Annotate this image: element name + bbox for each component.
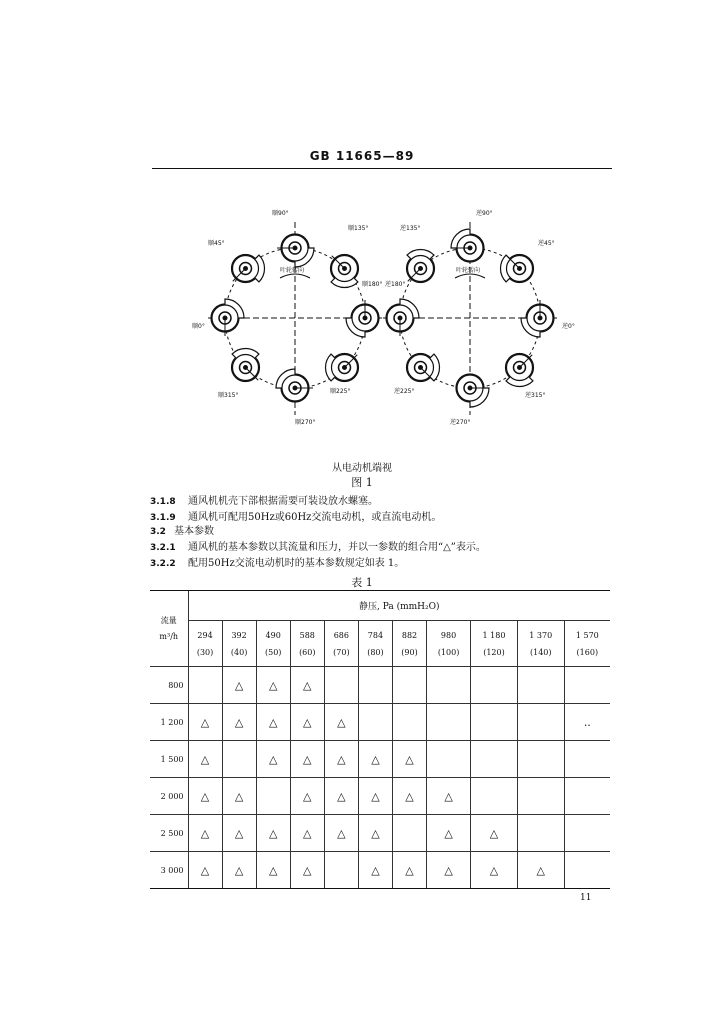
parameter-cell: △ (222, 852, 256, 889)
paragraph-3-2-2 (150, 554, 404, 569)
header-rule (152, 168, 612, 169)
clause-text: 通风机可配用50Hz或60Hz交流电动机，或直流电动机。 (188, 512, 442, 523)
fan-housing-right-180 (386, 299, 419, 336)
pressure-column-header (188, 621, 222, 667)
parameter-cell (471, 667, 518, 704)
label-right-180: 逆180° (385, 281, 406, 288)
parameter-cell: △ (222, 667, 256, 704)
parameter-cell: △ (427, 778, 471, 815)
pressure-mmh2o: (90) (401, 647, 418, 657)
pressure-column-header (324, 621, 358, 667)
pressure-column-header (427, 621, 471, 667)
fan-housing-right-0 (521, 300, 554, 337)
pressure-pa: 882 (401, 630, 418, 640)
pressure-mmh2o: (60) (299, 647, 316, 657)
label-left-0: 顺0° (192, 323, 205, 330)
parameter-cell (517, 741, 564, 778)
pressure-values-row (150, 621, 610, 667)
flow-value: 2 000 (150, 778, 188, 815)
pressure-pa: 392 (231, 630, 247, 640)
parameter-cell: △ (188, 704, 222, 741)
pressure-mmh2o: (50) (264, 647, 282, 657)
parameter-cell (324, 667, 358, 704)
pressure-mmh2o: (70) (333, 647, 350, 657)
parameter-cell (427, 741, 471, 778)
pressure-column-header (564, 621, 610, 667)
table-row (150, 667, 610, 704)
parameter-cell (517, 778, 564, 815)
label-left-45: 顺45° (208, 240, 225, 247)
pressure-column-header (222, 621, 256, 667)
parameter-cell: △ (392, 852, 426, 889)
parameter-cell (471, 741, 518, 778)
pressure-column-header (358, 621, 392, 667)
parameter-cell (564, 741, 610, 778)
row-header (150, 591, 188, 667)
figure-caption: 图 1 (351, 476, 373, 489)
pressure-header: 静压, Pa (mmH₂O) (188, 591, 610, 621)
flow-value: 1 500 (150, 741, 188, 778)
parameter-cell: △ (290, 778, 324, 815)
parameter-cell: △ (427, 815, 471, 852)
fan-housing-left-90 (277, 234, 314, 267)
parameter-cell: △ (358, 778, 392, 815)
parameter-cell: .. (564, 704, 610, 741)
fan-housing-left-315 (318, 344, 365, 391)
table-row (150, 778, 610, 815)
parameter-cell: △ (290, 741, 324, 778)
fan-housing-right-45 (493, 245, 540, 292)
flow-value: 3 000 (150, 852, 188, 889)
parameter-cell: △ (222, 778, 256, 815)
pressure-pa: 294 (197, 630, 213, 640)
parameter-cell: △ (324, 741, 358, 778)
flow-value: 2 500 (150, 815, 188, 852)
parameter-table (150, 590, 610, 889)
fan-housing-right-225 (401, 344, 448, 391)
pressure-pa: 1 570 (575, 630, 599, 640)
fan-housing-left-0 (346, 300, 379, 337)
parameter-cell (358, 704, 392, 741)
parameter-cell (564, 852, 610, 889)
parameter-cell: △ (290, 667, 324, 704)
parameter-cell: △ (358, 741, 392, 778)
pressure-column-header (256, 621, 290, 667)
parameter-cell: △ (517, 852, 564, 889)
parameter-cell: △ (222, 704, 256, 741)
figure-subcaption: 从电动机端视 (332, 463, 392, 474)
parameter-cell (564, 778, 610, 815)
flow-value: 800 (150, 667, 188, 704)
parameter-cell: △ (392, 778, 426, 815)
parameter-cell: △ (290, 852, 324, 889)
paragraph-3-1-9 (150, 508, 441, 523)
parameter-cell: △ (256, 815, 290, 852)
parameter-cell: △ (290, 704, 324, 741)
label-right-270: 逆270° (450, 419, 471, 426)
parameter-cell: △ (324, 815, 358, 852)
label-right-225: 逆225° (394, 388, 415, 395)
parameter-cell (517, 704, 564, 741)
pressure-pa: 980 (440, 630, 457, 640)
pressure-mmh2o: (30) (196, 647, 214, 657)
pressure-pa: 490 (265, 630, 281, 640)
parameter-cell: △ (324, 778, 358, 815)
label-right-rotation: 叶轮转向 (456, 267, 481, 274)
fan-housing-left-270 (276, 369, 313, 402)
parameter-cell: △ (256, 741, 290, 778)
pressure-pa: 588 (299, 630, 315, 640)
row-header-unit: m³/h (159, 631, 179, 641)
label-left-180: 顺180° (362, 281, 383, 288)
pressure-column-header (471, 621, 518, 667)
clause-text: 配用50Hz交流电动机时的基本参数规定如表 1。 (188, 558, 405, 569)
pressure-column-header (392, 621, 426, 667)
parameter-cell (392, 704, 426, 741)
flow-value: 1 200 (150, 704, 188, 741)
parameter-cell (427, 667, 471, 704)
paragraph-3-2-1 (150, 538, 486, 553)
fan-housing-left-45 (321, 249, 368, 296)
label-right-0: 逆0° (562, 323, 575, 330)
parameter-cell: △ (358, 815, 392, 852)
paragraph-3-1-8 (150, 492, 378, 507)
parameter-cell: △ (188, 852, 222, 889)
parameter-cell: △ (256, 704, 290, 741)
pressure-mmh2o: (120) (483, 647, 505, 657)
parameter-cell (392, 815, 426, 852)
fan-housing-left-225 (222, 341, 269, 388)
pressure-pa: 784 (367, 630, 384, 640)
fan-housing-right-315 (496, 348, 543, 395)
paragraph-3-2 (150, 522, 214, 537)
parameter-cell: △ (290, 815, 324, 852)
parameter-cell (471, 704, 518, 741)
parameter-cell (392, 667, 426, 704)
table-row (150, 704, 610, 741)
fan-housing-right-270 (456, 374, 489, 407)
pressure-mmh2o: (40) (230, 647, 248, 657)
parameter-cell (517, 815, 564, 852)
page-header: GB 11665—89 (309, 149, 415, 163)
parameter-cell: △ (392, 741, 426, 778)
label-right-90: 逆90° (476, 210, 493, 217)
pressure-pa: 1 370 (529, 630, 553, 640)
parameter-cell: △ (358, 852, 392, 889)
pressure-column-header (517, 621, 564, 667)
parameter-cell (517, 667, 564, 704)
parameter-cell (471, 778, 518, 815)
table-row (150, 852, 610, 889)
page-number: 11 (580, 893, 592, 903)
row-header-label: 流量 (160, 615, 177, 625)
clause-text: 通风机机壳下部根据需要可装设放水螺塞。 (188, 496, 378, 507)
parameter-cell (188, 667, 222, 704)
label-left-315: 顺315° (218, 392, 239, 399)
table-row (150, 815, 610, 852)
label-left-90: 顺90° (272, 210, 289, 217)
label-left-135: 顺135° (348, 225, 369, 232)
pressure-mmh2o: (100) (437, 647, 460, 657)
parameter-cell: △ (471, 852, 518, 889)
clause-text: 通风机的基本参数以其流量和压力，并以一参数的组合用“△”表示。 (188, 542, 486, 553)
pressure-mmh2o: (80) (367, 647, 384, 657)
parameter-cell: △ (427, 852, 471, 889)
parameter-cell: △ (256, 667, 290, 704)
parameter-cell (256, 778, 290, 815)
clause-number: 3.2.2 (150, 559, 176, 569)
clause-number: 3.1.8 (150, 497, 176, 507)
label-right-45: 逆45° (538, 240, 555, 247)
parameter-cell (324, 852, 358, 889)
clause-number: 3.2.1 (150, 543, 176, 553)
clause-number: 3.2 (150, 527, 166, 537)
parameter-cell (358, 667, 392, 704)
parameter-cell: △ (471, 815, 518, 852)
fan-orientation-figure (180, 200, 580, 435)
parameter-cell (564, 667, 610, 704)
fan-housing-left-180 (211, 299, 244, 336)
pressure-column-header (290, 621, 324, 667)
parameter-cell: △ (188, 778, 222, 815)
clause-text: 基本参数 (174, 526, 214, 537)
label-right-135: 逆135° (400, 225, 421, 232)
parameter-cell (427, 704, 471, 741)
parameter-cell: △ (256, 852, 290, 889)
pressure-mmh2o: (140) (529, 647, 552, 657)
parameter-cell (564, 815, 610, 852)
label-left-270: 顺270° (295, 419, 316, 426)
fan-housing-left-135 (226, 245, 273, 292)
pressure-pa: 686 (333, 630, 349, 640)
parameter-cell: △ (324, 704, 358, 741)
pressure-mmh2o: (160) (576, 647, 599, 657)
parameter-cell: △ (188, 741, 222, 778)
pressure-pa: 1 180 (482, 630, 506, 640)
parameter-cell (222, 741, 256, 778)
fan-housing-right-90 (451, 229, 484, 262)
clause-number: 3.1.9 (150, 513, 176, 523)
table-title: 表 1 (351, 576, 373, 589)
table-row (150, 741, 610, 778)
label-right-315: 逆315° (525, 392, 546, 399)
label-left-225: 顺225° (330, 388, 351, 395)
parameter-cell: △ (188, 815, 222, 852)
label-left-rotation: 叶轮转向 (280, 267, 305, 274)
parameter-cell: △ (222, 815, 256, 852)
